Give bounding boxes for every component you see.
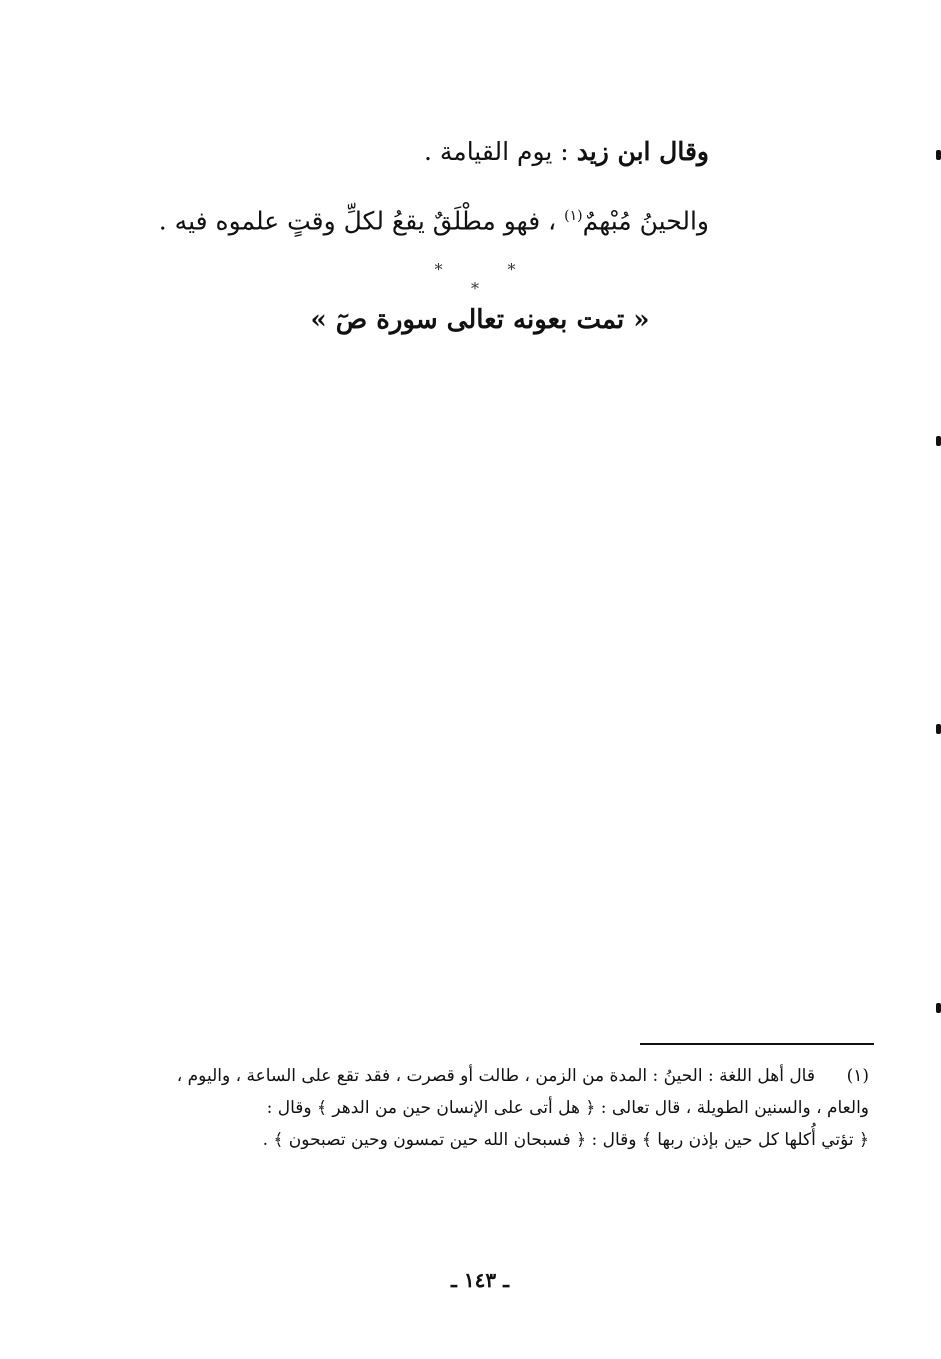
footnote (119, 1060, 869, 1156)
scan-edge-mark (936, 1003, 941, 1013)
speaker-name: وقال ابن زيد (576, 137, 709, 166)
scan-edge-mark (936, 436, 941, 446)
footnote-line (119, 1092, 869, 1124)
footnote-number: (١) (846, 1066, 869, 1086)
quote-text: : يوم القيامة . (424, 137, 577, 166)
footnote-line-text: قال أهل اللغة : الحينُ : المدة من الزمن ، طالت أو قصرت ، فقد تقع على الساعة ، واليوم ، (176, 1066, 815, 1086)
definition-rest: ، فهو مطْلَقٌ يقعُ لكلِّ وقتٍ علموه فيه . (158, 206, 565, 236)
footnote-line (119, 1124, 869, 1156)
definition-lead: والحينُ مُبْهمٌ (582, 206, 709, 236)
footnote-line-text: والعام ، والسنين الطويلة ، قال تعالى : ﴿ هل أتى على الإنسان حين من الدهر ﴾ وقال : (266, 1098, 869, 1118)
page-number: ـ ١٤٣ ـ (451, 1268, 509, 1292)
surah-closing-line: « تمت بعونه تعالى سورة صٓ » (310, 305, 650, 335)
footnote-reference: (١) (564, 208, 583, 224)
footnote-line-text: ﴿ تؤتي أُكلها كل حين بإذن ربها ﴾ وقال : ﴿ فسبحان الله حين تمسون وحين تصبحون ﴾ . (262, 1130, 869, 1150)
body-line-definition (129, 196, 709, 241)
scan-edge-mark (936, 150, 941, 160)
footnote-line (119, 1060, 869, 1092)
body-line-ibn-zayd (189, 132, 709, 172)
scan-edge-mark (936, 724, 941, 734)
footnote-divider (640, 1043, 874, 1045)
section-separator: * * * (434, 260, 546, 298)
